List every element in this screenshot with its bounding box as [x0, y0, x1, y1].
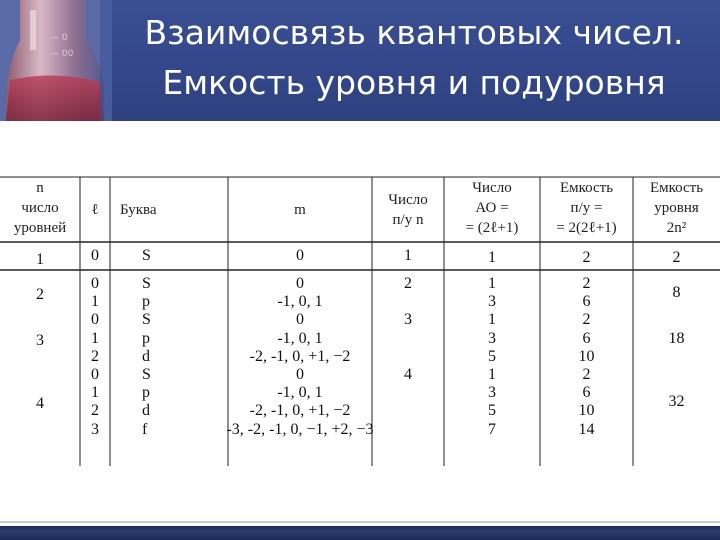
row-ao: 5 — [488, 347, 496, 365]
header-capacity-level: уровня — [654, 200, 699, 216]
row-ao: 3 — [488, 293, 496, 311]
row-ao: 1 — [488, 311, 496, 329]
row-l: 0 — [91, 275, 99, 292]
row-m: 0 — [296, 366, 304, 383]
title-line-2: Емкость уровня и подуровня — [162, 63, 666, 102]
level-sublevels: 4 — [404, 366, 412, 383]
row-m: 0 — [296, 275, 304, 292]
header-capacity-sublevel: = 2(2ℓ+1) — [556, 220, 617, 236]
level-capacity: 32 — [668, 393, 685, 411]
header-ao: = (2ℓ+1) — [465, 220, 519, 236]
row-m: -2, -1, 0, +1, −2 — [249, 347, 351, 365]
row-m: -1, 0, 1 — [277, 384, 323, 402]
flask-icon — [0, 0, 112, 121]
row-letter: p — [142, 329, 150, 347]
header-n: число — [21, 200, 59, 216]
header-l: ℓ — [91, 202, 99, 218]
row-l: 1 — [91, 329, 99, 347]
level-capacity: 2 — [672, 249, 681, 266]
row-l: 0 — [91, 366, 99, 383]
row-letter: S — [142, 247, 151, 264]
row-ao: 5 — [488, 402, 496, 420]
row-letter: S — [142, 311, 151, 329]
level-n: 4 — [36, 395, 44, 413]
level-n: 2 — [36, 286, 44, 304]
level-sublevels: 2 — [404, 275, 412, 292]
row-l: 2 — [91, 402, 99, 420]
row-letter: S — [142, 275, 151, 292]
row-ao: 1 — [488, 249, 496, 266]
row-ao: 3 — [488, 329, 496, 347]
row-letter: d — [142, 347, 150, 365]
slide-footer-bar — [0, 526, 720, 540]
svg-text:— 0: — 0 — [50, 33, 68, 43]
level-sublevels: 1 — [404, 247, 412, 264]
row-l: 2 — [91, 347, 99, 365]
header-capacity-level: Емкость — [649, 180, 704, 196]
row-m: -3, -2, -1, 0, −1, +2, −3 — [226, 420, 374, 438]
level-n: 1 — [36, 251, 44, 268]
slide-header — [0, 0, 720, 121]
row-m: -2, -1, 0, +1, −2 — [249, 402, 351, 420]
row-letter: f — [142, 420, 148, 438]
level-capacity: 8 — [672, 284, 681, 302]
row-letter: p — [142, 384, 150, 402]
row-capacity: 6 — [582, 329, 591, 347]
row-capacity: 2 — [582, 249, 591, 266]
quantum-numbers-table — [0, 176, 720, 466]
header-ao: Число — [472, 180, 512, 196]
svg-text:— 00: — 00 — [50, 49, 74, 59]
header-m: m — [294, 202, 306, 218]
level-n: 3 — [36, 331, 44, 349]
header-capacity-sublevel: Емкость — [559, 180, 614, 196]
row-m: -1, 0, 1 — [277, 329, 323, 347]
row-letter: S — [142, 366, 151, 383]
row-l: 0 — [91, 311, 99, 329]
row-capacity: 2 — [582, 366, 591, 383]
header-capacity-level: 2n² — [666, 220, 687, 236]
row-m: 0 — [296, 311, 304, 329]
slide-title — [112, 8, 716, 108]
title-line-1: Взаимосвязь квантовых чисел. — [144, 13, 684, 52]
row-l: 3 — [91, 420, 99, 438]
header-capacity-sublevel: п/у = — [570, 200, 603, 216]
header-n: n — [36, 180, 44, 196]
row-capacity: 2 — [582, 311, 591, 329]
row-capacity: 6 — [582, 293, 591, 311]
row-l: 1 — [91, 384, 99, 402]
row-ao: 3 — [488, 384, 496, 402]
header-n: уровней — [13, 220, 67, 236]
header-sublevels: п/у n — [392, 212, 424, 228]
row-ao: 7 — [488, 420, 496, 438]
row-capacity: 2 — [582, 275, 591, 292]
row-m: 0 — [296, 247, 304, 264]
header-letter: Буква — [120, 202, 157, 218]
row-l: 0 — [91, 247, 99, 264]
header-ao: АО = — [475, 200, 509, 216]
row-letter: d — [142, 402, 150, 420]
level-sublevels: 3 — [404, 311, 412, 329]
header-sublevels: Число — [388, 192, 428, 208]
row-capacity: 10 — [578, 402, 595, 420]
row-ao: 1 — [488, 275, 496, 292]
footer-divider — [0, 521, 720, 523]
row-l: 1 — [91, 293, 99, 311]
row-capacity: 10 — [578, 347, 595, 365]
row-letter: p — [142, 293, 150, 311]
row-ao: 1 — [488, 366, 496, 383]
level-capacity: 18 — [668, 329, 685, 347]
row-m: -1, 0, 1 — [277, 293, 323, 311]
row-capacity: 6 — [582, 384, 591, 402]
row-capacity: 14 — [578, 420, 595, 438]
